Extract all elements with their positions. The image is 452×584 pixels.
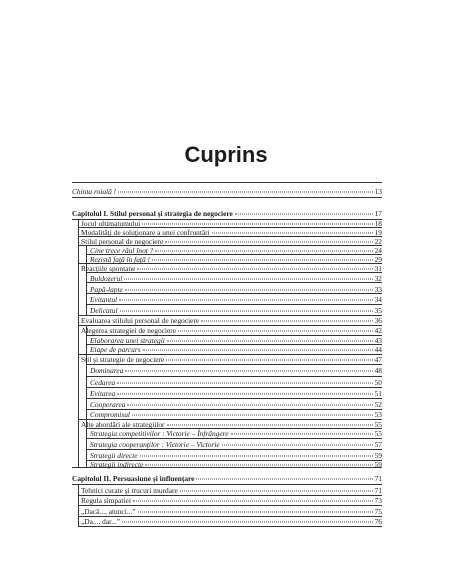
toc-entry	[81, 420, 382, 429]
toc-leader	[196, 479, 372, 480]
toc-rule	[72, 197, 382, 198]
toc-entry	[90, 285, 382, 294]
toc-entry-page: 33	[374, 285, 382, 294]
toc-entry-page: 29	[374, 255, 382, 264]
toc-entry-page: 17	[374, 209, 382, 218]
toc-entry-page: 71	[374, 474, 382, 483]
toc-rule	[86, 438, 382, 439]
toc-leader	[222, 445, 373, 446]
toc-entry	[81, 326, 382, 335]
toc-leader	[120, 311, 373, 312]
toc-entry	[90, 410, 382, 419]
toc-entry	[81, 486, 382, 495]
toc-leader	[167, 341, 373, 342]
toc-entry-page: 57	[374, 440, 382, 449]
toc-chapter-heading	[72, 474, 382, 483]
toc-leader	[132, 415, 373, 416]
toc-leader	[178, 331, 373, 332]
toc-leader	[125, 371, 372, 372]
toc-entry	[81, 355, 382, 364]
toc-entry	[90, 246, 382, 255]
toc-entry-label: Alte abordări ale strategiilor	[81, 420, 165, 429]
toc-entry	[72, 187, 382, 196]
toc-entry-page: 48	[374, 366, 382, 375]
toc-entry-label: Jocul ultimatumului	[81, 219, 141, 228]
toc-entry-label: Evaluarea stilului personal de negociere	[81, 316, 200, 325]
toc-entry-label: Etape de parcurs	[90, 345, 141, 354]
toc-entry-page: 18	[374, 219, 382, 228]
toc-entry-page: 19	[374, 228, 382, 237]
toc-entry-label: Evitantul	[90, 295, 118, 304]
toc-leader	[212, 233, 373, 234]
toc-entry-label: Stilul personal de negociere	[81, 237, 164, 246]
toc-tree-line	[78, 219, 79, 467]
toc-rule	[86, 387, 382, 388]
toc-leader	[167, 425, 373, 426]
toc-entry-page: 55	[374, 420, 382, 429]
toc-leader	[166, 360, 372, 361]
toc-entry	[81, 316, 382, 325]
toc-entry-page: 59	[374, 451, 382, 460]
toc-entry	[90, 429, 382, 438]
toc-leader	[124, 279, 372, 280]
toc-leader	[118, 192, 373, 193]
toc-entry	[90, 274, 382, 283]
toc-entry-label: Reacţiile spontane	[81, 264, 136, 273]
toc-leader	[122, 522, 373, 523]
toc-entry-page: 51	[374, 389, 382, 398]
toc-entry-label: Strategia cooperanţilor : Victorie – Victorie	[90, 440, 220, 449]
toc-rule	[72, 484, 382, 485]
toc-entry-page: 13	[374, 187, 382, 196]
toc-entry	[90, 366, 382, 375]
toc-entry-label: Stil şi strategie de negociere	[81, 355, 165, 364]
toc-leader	[235, 214, 373, 215]
toc-tree-line	[78, 484, 79, 526]
toc-rule	[86, 398, 382, 399]
toc-leader	[180, 491, 373, 492]
toc-entry-page: 71	[374, 486, 382, 495]
toc-entry-page: 44	[374, 345, 382, 354]
toc-entry	[90, 255, 382, 264]
toc-leader	[142, 224, 372, 225]
toc-leader	[155, 251, 372, 252]
toc-entry-label: Cine trece râul înot ?	[90, 246, 154, 255]
toc-entry-label: Cedarea	[90, 378, 116, 387]
toc-entry-label: Alegerea strategiei de negociere	[81, 326, 176, 335]
toc-entry	[90, 389, 382, 398]
toc-rule	[78, 526, 382, 527]
toc-entry-page: 73	[374, 496, 382, 505]
toc-rule	[72, 182, 382, 183]
toc-chapter-heading	[72, 209, 382, 218]
toc-entry	[81, 219, 382, 228]
toc-rule	[78, 505, 382, 506]
toc-entry-page: 52	[374, 400, 382, 409]
toc-rule	[86, 376, 382, 377]
toc-leader	[117, 383, 372, 384]
toc-leader	[143, 350, 373, 351]
toc-entry-label: Modalităţi de soluţionare a unei confruntări	[81, 228, 210, 237]
toc-entry	[90, 306, 382, 315]
toc-leader	[133, 501, 373, 502]
toc-entry-label: Delicatul	[90, 306, 118, 315]
toc-entry-label: Evitarea	[90, 389, 116, 398]
table-of-contents	[72, 182, 382, 542]
toc-entry-label: Strategii indirecte	[90, 460, 144, 469]
toc-leader	[231, 434, 373, 435]
toc-leader	[138, 512, 373, 513]
toc-entry	[81, 264, 382, 273]
toc-entry-label: Buldozerul	[90, 274, 123, 283]
toc-entry	[90, 451, 382, 460]
toc-entry-label: Compromisul	[90, 410, 130, 419]
toc-entry-label: Strategii directe	[90, 451, 138, 460]
toc-entry	[81, 507, 382, 516]
toc-entry	[90, 378, 382, 387]
toc-entry-page: 59	[374, 460, 382, 469]
toc-leader	[145, 465, 372, 466]
toc-entry-page: 31	[374, 264, 382, 273]
toc-entry-page: 24	[374, 246, 382, 255]
toc-leader	[127, 405, 372, 406]
toc-entry	[90, 440, 382, 449]
toc-entry	[81, 517, 382, 526]
toc-entry	[90, 400, 382, 409]
toc-leader	[125, 290, 373, 291]
toc-leader	[165, 242, 372, 243]
toc-entry	[81, 496, 382, 505]
toc-leader	[117, 394, 372, 395]
toc-leader	[201, 321, 372, 322]
toc-entry-page: 50	[374, 378, 382, 387]
toc-rule	[86, 304, 382, 305]
toc-entry-page: 22	[374, 237, 382, 246]
toc-leader	[137, 269, 372, 270]
toc-entry	[90, 460, 382, 469]
toc-entry-page: 47	[374, 355, 382, 364]
toc-entry-page: 76	[374, 517, 382, 526]
toc-entry-label: Chinta roială !	[72, 187, 117, 196]
toc-entry	[81, 228, 382, 237]
toc-entry-page: 42	[374, 326, 382, 335]
toc-entry-label: Papă-lapte	[90, 285, 123, 294]
toc-entry-label: „Da..., dar...”	[81, 517, 120, 526]
toc-entry-page: 36	[374, 316, 382, 325]
toc-entry-label: Tehnici curate şi trucuri murdare	[81, 486, 178, 495]
toc-entry-label: Cooperarea	[90, 400, 126, 409]
toc-entry	[90, 295, 382, 304]
toc-entry	[90, 336, 382, 345]
toc-leader	[152, 260, 373, 261]
toc-entry-page: 43	[374, 336, 382, 345]
toc-rule	[86, 364, 382, 365]
toc-entry-label: Strategia competitivilor : Victorie – Înfrângere	[90, 429, 229, 438]
toc-entry	[81, 237, 382, 246]
toc-entry-page: 75	[374, 507, 382, 516]
toc-entry-page: 53	[374, 410, 382, 419]
toc-entry-label: Capitolul I. Stilul personal şi strategia de negociere	[72, 209, 233, 218]
toc-entry-label: Elaborarea unei strategii	[90, 336, 165, 345]
toc-entry-label: Regula simpatiei	[81, 496, 131, 505]
toc-leader	[140, 456, 373, 457]
toc-entry-page: 35	[374, 306, 382, 315]
toc-entry-label: „Dacă..., atunci...”	[81, 507, 136, 516]
toc-entry	[90, 345, 382, 354]
page-title: Cuprins	[184, 142, 268, 167]
toc-entry-page: 32	[374, 274, 382, 283]
toc-rule	[86, 449, 382, 450]
toc-tree-line	[86, 245, 87, 263]
toc-entry-page: 34	[374, 295, 382, 304]
toc-entry-page: 55	[374, 429, 382, 438]
toc-entry-label: Capitolul II. Persuasiune şi influenţare	[72, 474, 195, 483]
toc-entry-label: Rezistă faţă în faţă !	[90, 255, 150, 264]
toc-leader	[119, 300, 373, 301]
toc-entry-label: Dominarea	[90, 366, 124, 375]
